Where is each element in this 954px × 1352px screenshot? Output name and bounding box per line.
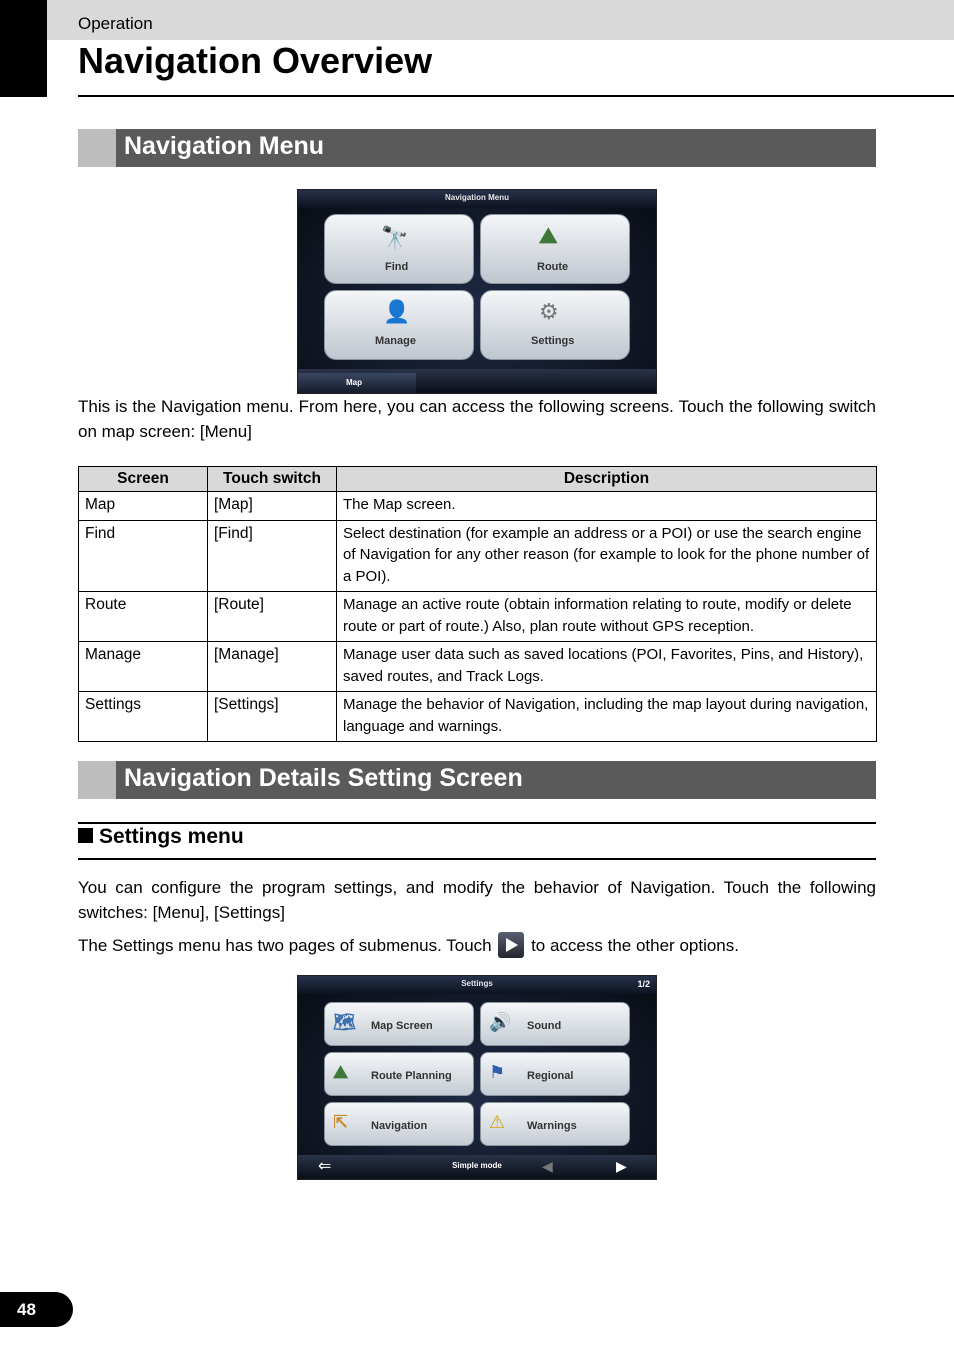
binoculars-icon: 🔭 <box>381 225 409 250</box>
navigation-table <box>78 466 877 742</box>
column-header: Touch switch <box>208 467 337 492</box>
section-heading-navigation-details <box>78 761 876 799</box>
route-planning-tile: ⛰ Route Planning <box>324 1052 474 1096</box>
page-title: Navigation Overview <box>78 40 433 81</box>
navigation-menu-screenshot <box>297 189 657 394</box>
square-bullet-icon <box>78 828 93 843</box>
road-icon: ⛰ <box>333 1062 349 1082</box>
find-tile: 🔭 Find <box>324 214 474 284</box>
settings-tile: ⚙ Settings <box>480 290 630 360</box>
column-header: Description <box>337 467 877 492</box>
corner-tab <box>0 0 47 97</box>
screenshot-title: Settings <box>298 976 656 994</box>
sound-tile: 🔊 Sound <box>480 1002 630 1046</box>
section-label: Operation <box>78 14 153 33</box>
navigation-tile: ⇱ Navigation <box>324 1102 474 1146</box>
flag-icon: ⚑ <box>489 1062 506 1082</box>
section-heading-text: Navigation Details Setting Screen <box>124 764 523 792</box>
route-tile: ⛰ Route <box>480 214 630 284</box>
column-header: Screen <box>79 467 208 492</box>
map-screen-tile: 🗺 Map Screen <box>324 1002 474 1046</box>
manage-tile: 👤 Manage <box>324 290 474 360</box>
section-heading-text: Navigation Menu <box>124 132 325 160</box>
regional-tile: ⚑ Regional <box>480 1052 630 1096</box>
page-indicator: 1/2 <box>637 979 650 989</box>
settings-paragraph: You can configure the program settings, and modify the behavior of Navigation. Touch the following switches: [Menu], [Settings] <box>78 878 876 922</box>
simple-mode-button: Simple mode <box>452 1161 502 1170</box>
previous-page-icon: ◀ <box>542 1158 553 1174</box>
speaker-icon: 🔊 <box>489 1012 512 1032</box>
table-row: Route [Route] Manage an active route (obtain information relating to route, modify or delete route or part of route.) Also, plan route without GPS reception. <box>79 592 877 642</box>
settings-menu-subheading: Settings menu <box>78 825 244 849</box>
back-arrow-icon: ⇐ <box>318 1158 332 1175</box>
signpost-icon: ⇱ <box>333 1112 349 1132</box>
settings-screenshot <box>297 975 657 1180</box>
header-band <box>47 0 954 40</box>
page-number: 48 <box>0 1292 73 1327</box>
warning-icon: ⚠ <box>489 1112 506 1132</box>
tools-icon: ⚙ <box>539 299 559 324</box>
subheading-bottom-rule <box>78 858 876 860</box>
title-rule <box>78 95 954 97</box>
map-icon: 🗺 <box>333 1012 356 1032</box>
next-page-icon: ▶ <box>616 1158 627 1174</box>
table-row: Map [Map] The Map screen. <box>79 492 877 521</box>
user-folder-icon: 👤 <box>383 299 411 324</box>
road-icon: ⛰ <box>539 223 558 248</box>
table-row: Manage [Manage] Manage user data such as saved locations (POI, Favorites, Pins, and History), saved routes, and Track Logs. <box>79 642 877 692</box>
intro-paragraph: This is the Navigation menu. From here, you can access the following screens. Touch the following switch on map screen: [Menu] <box>78 397 876 441</box>
subheading-top-rule <box>78 822 876 824</box>
table-row: Settings [Settings] Manage the behavior of Navigation, including the map layout during navigation, language and warnings. <box>79 692 877 742</box>
warnings-tile: ⚠ Warnings <box>480 1102 630 1146</box>
table-row: Find [Find] Select destination (for example an address or a POI) or use the search engine of Navigation for any other reason (for example to look for the phone number of a POI). <box>79 520 877 592</box>
submenu-paragraph: The Settings menu has two pages of submenus. Touch to access the other options. <box>78 932 876 958</box>
map-button: Map <box>298 373 416 393</box>
section-heading-navigation-menu <box>78 129 876 167</box>
next-arrow-icon <box>498 932 524 958</box>
screenshot-title: Navigation Menu <box>298 190 656 208</box>
